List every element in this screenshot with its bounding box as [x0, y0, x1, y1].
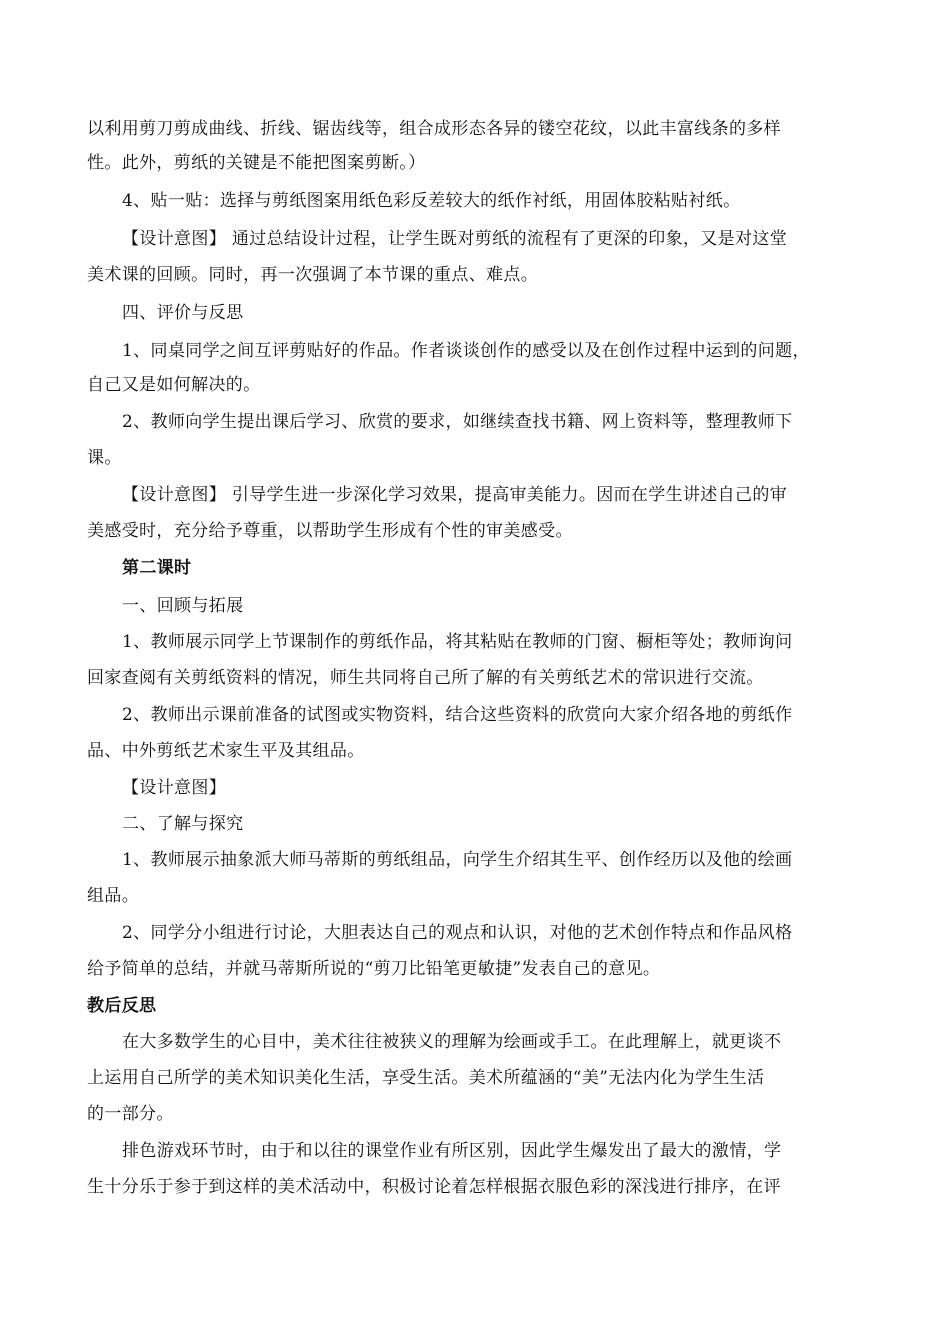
paragraph-line: 上运用自己所学的美术知识美化生活，享受生活。美术所蕴涵的“美”无法内化为学生生活 — [87, 1068, 765, 1088]
paragraph-line: 回家查阅有关剪纸资料的情况，师生共同将自己所了解的有关剪纸艺术的常识进行交流。 — [87, 668, 764, 688]
paragraph-line: 2、教师向学生提出课后学习、欣赏的要求，如继续查找书籍、网上资料等，整理教师下 — [122, 412, 793, 432]
paragraph-line: 性。此外，剪纸的关键是不能把图案剪断。） — [87, 153, 426, 173]
section-heading: 一、回顾与拓展 — [122, 596, 244, 616]
paragraph-line: 1、教师展示抽象派大师马蒂斯的剪纸组品，向学生介绍其生平、创作经历以及他的绘画 — [122, 850, 793, 870]
paragraph-line: 生十分乐于参于到这样的美术活动中，积极讨论着怎样根据衣服色彩的深浅进行排序，在评 — [87, 1177, 781, 1197]
paragraph-line: 自己又是如何解决的。 — [87, 375, 261, 395]
paragraph-line: 2、教师出示课前准备的试图或实物资料，结合这些资料的欣赏向大家介绍各地的剪纸作 — [122, 705, 793, 725]
paragraph-line: 品、中外剪纸艺术家生平及其组品。 — [87, 741, 365, 761]
paragraph-line: 的一部分。 — [87, 1104, 174, 1124]
design-intent-line: 【设计意图】 — [122, 778, 227, 798]
paragraph-line: 排色游戏环节时，由于和以往的课堂作业有所区别，因此学生爆发出了最大的激情，学 — [122, 1141, 782, 1161]
lesson-heading: 第二课时 — [122, 558, 192, 578]
paragraph-line: 2、同学分小组进行讨论，大胆表达自己的观点和认识，对他的艺术创作特点和作品风格 — [122, 923, 793, 943]
reflection-heading: 教后反思 — [87, 996, 157, 1016]
paragraph-line: 1、教师展示同学上节课制作的剪纸作品，将其粘贴在教师的门窗、橱柜等处；教师询问 — [122, 632, 793, 652]
paragraph-line: 以利用剪刀剪成曲线、折线、锯齿线等，组合成形态各异的镂空花纹，以此丰富线条的多样 — [87, 119, 781, 139]
section-heading: 四、评价与反思 — [122, 303, 244, 323]
paragraph-line: 课。 — [87, 448, 122, 468]
paragraph-line: 4、贴一贴：选择与剪纸图案用纸色彩反差较大的纸作衬纸，用固体胶粘贴衬纸。 — [122, 191, 741, 211]
design-intent-line: 【设计意图】 引导学生进一步深化学习效果，提高审美能力。因而在学生讲述自己的审 — [122, 485, 788, 505]
section-heading: 二、了解与探究 — [122, 814, 244, 834]
paragraph-line: 组品。 — [87, 886, 140, 906]
paragraph-line: 在大多数学生的心目中，美术往往被狭义的理解为绘画或手工。在此理解上，就更谈不 — [122, 1032, 782, 1052]
paragraph-line: 美感受时，充分给予尊重，以帮助学生形成有个性的审美感受。 — [87, 521, 573, 541]
paragraph-line: 美术课的回顾。同时，再一次强调了本节课的重点、难点。 — [87, 265, 539, 285]
paragraph-line: 1、同桌同学之间互评剪贴好的作品。作者谈谈创作的感受以及在创作过程中运到的问题， — [122, 341, 810, 361]
design-intent-line: 【设计意图】 通过总结设计过程，让学生既对剪纸的流程有了更深的印象，又是对这堂 — [122, 229, 788, 249]
paragraph-line: 给予简单的总结，并就马蒂斯所说的“剪刀比铅笔更敏捷”发表自己的意见。 — [87, 959, 661, 979]
